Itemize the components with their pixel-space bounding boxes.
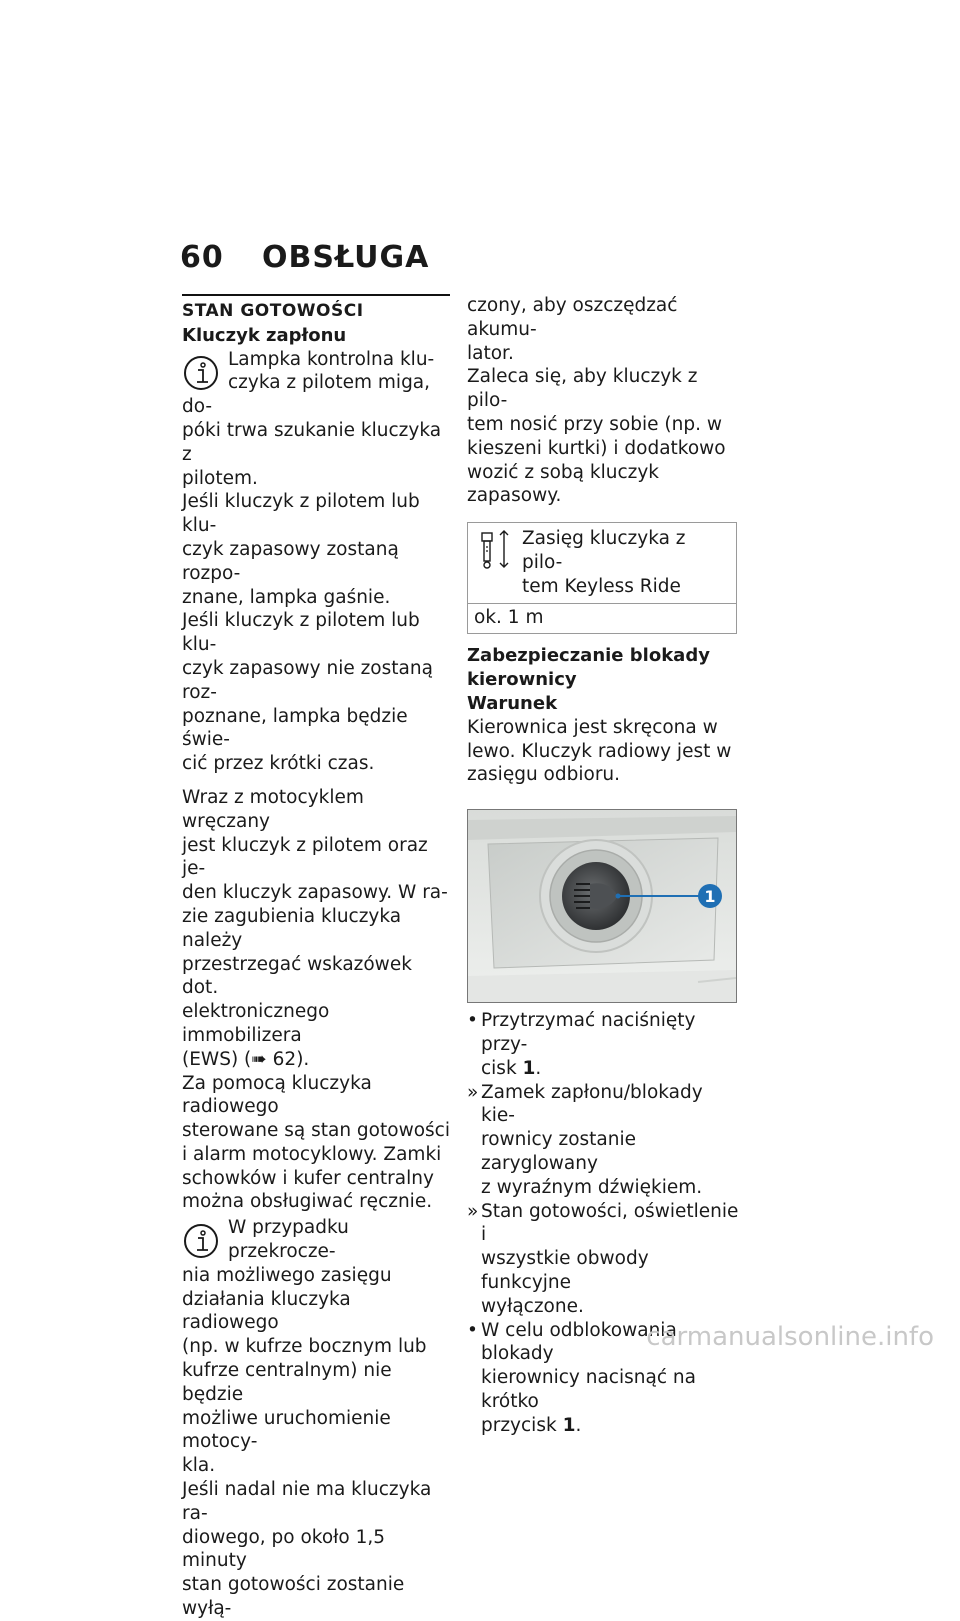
list-item: • W celu odblokowania blokady kierownicy nacisnąć na krótko przycisk 1. <box>467 1319 696 1436</box>
photo-callout-1: 1 <box>704 887 716 907</box>
info-note-2-text: W przypadku przekrocze- nia możliwego zasięgu działania kluczyka radiowego (np. w kufrze bocznym lub kufrze centralnym) nie będzie możliwe uruchomienie motocy- kla. Jeśli nadal nie ma kluczyka ra- diowego, po około 1,5 minuty stan gotowości zostanie wyłą- <box>182 1217 432 1620</box>
ignition-switch-illustration <box>468 810 736 1002</box>
list-item: » Zamek zapłonu/blokady kie- rownicy zostanie zaryglowany z wyraźnym dźwiękiem. <box>467 1081 703 1198</box>
page-header <box>180 240 429 275</box>
right-column <box>467 294 739 1437</box>
info-note-1-text: Lampka kontrolna klu- czyka z pilotem miga, do- póki trwa szukanie kluczyka z pilotem. Jeśli kluczyk z pilotem lub klu- czyk zapasowy zostaną rozpo- znane, lampka gaśnie. Jeśli kluczyk z pilotem lub klu- czyk zapasowy nie zostaną roz- poznane, lampka będzie świe- cić przez krótki czas. <box>182 348 442 775</box>
chapter-title: OBSŁUGA <box>262 240 430 275</box>
key-paragraph: Wraz z motocyklem wręczany jest kluczyk z pilotem oraz je- den kluczyk zapasowy. W ra- zie zagubienia kluczyka należy przestrzegać wskazówek dot. elektronicznego immobilizera (EWS) (➠ 62). Za pomocą kluczyka radiowego sterowane są stan gotowości i alarm motocyklowy. Zamki schowków i kufer centralny można obsługiwać ręcznie. <box>182 786 450 1213</box>
page-ref: 62). <box>266 1048 310 1070</box>
condition-title: Warunek <box>467 692 558 714</box>
left-column <box>182 294 450 1621</box>
info-icon <box>182 1222 220 1260</box>
section-title: STAN GOTOWOŚCI <box>182 301 364 321</box>
button-ref: 1 <box>522 1057 536 1079</box>
section-rule <box>182 294 450 296</box>
list-item: • Przytrzymać naciśnięty przy- cisk 1. <box>467 1010 696 1079</box>
info-icon <box>182 354 220 392</box>
ews-line: (EWS) (➠ 62). <box>182 1048 310 1070</box>
condition-text: Kierownica jest skręcona w lewo. Kluczyk radiowy jest w zasięgu odbioru. <box>467 716 732 786</box>
range-spec-table <box>467 522 737 634</box>
page-number: 60 <box>180 240 224 275</box>
steps-list <box>467 1009 739 1437</box>
spec-value: ok. 1 m <box>474 606 544 628</box>
button-ref: 1 <box>562 1414 576 1436</box>
page-ref-arrow-icon: ➠ <box>251 1048 267 1070</box>
ignition-switch-photo <box>467 809 737 1003</box>
info-note-2 <box>182 1216 450 1621</box>
list-item: » Stan gotowości, oświetlenie i wszystkie obwody funkcyjne wyłączone. <box>467 1200 739 1317</box>
continued-paragraph: czony, aby oszczędzać akumu- lator. Zaleca się, aby kluczyk z pilo- tem nosić przy sobie (np. w kieszeni kurtki) i dodatkowo wozić z sobą kluczyk zapasowy. <box>467 295 726 507</box>
subsection-title: Kluczyk zapłonu <box>182 324 347 346</box>
spec-label: Zasięg kluczyka z pilo- tem Keyless Ride <box>522 528 686 597</box>
watermark: carmanualsonline.info <box>646 1322 934 1352</box>
lock-section-title: Zabezpieczanie blokady kierownicy <box>467 645 710 691</box>
info-note-1 <box>182 348 450 776</box>
spec-label-row <box>468 523 736 603</box>
key-range-icon <box>476 527 512 571</box>
